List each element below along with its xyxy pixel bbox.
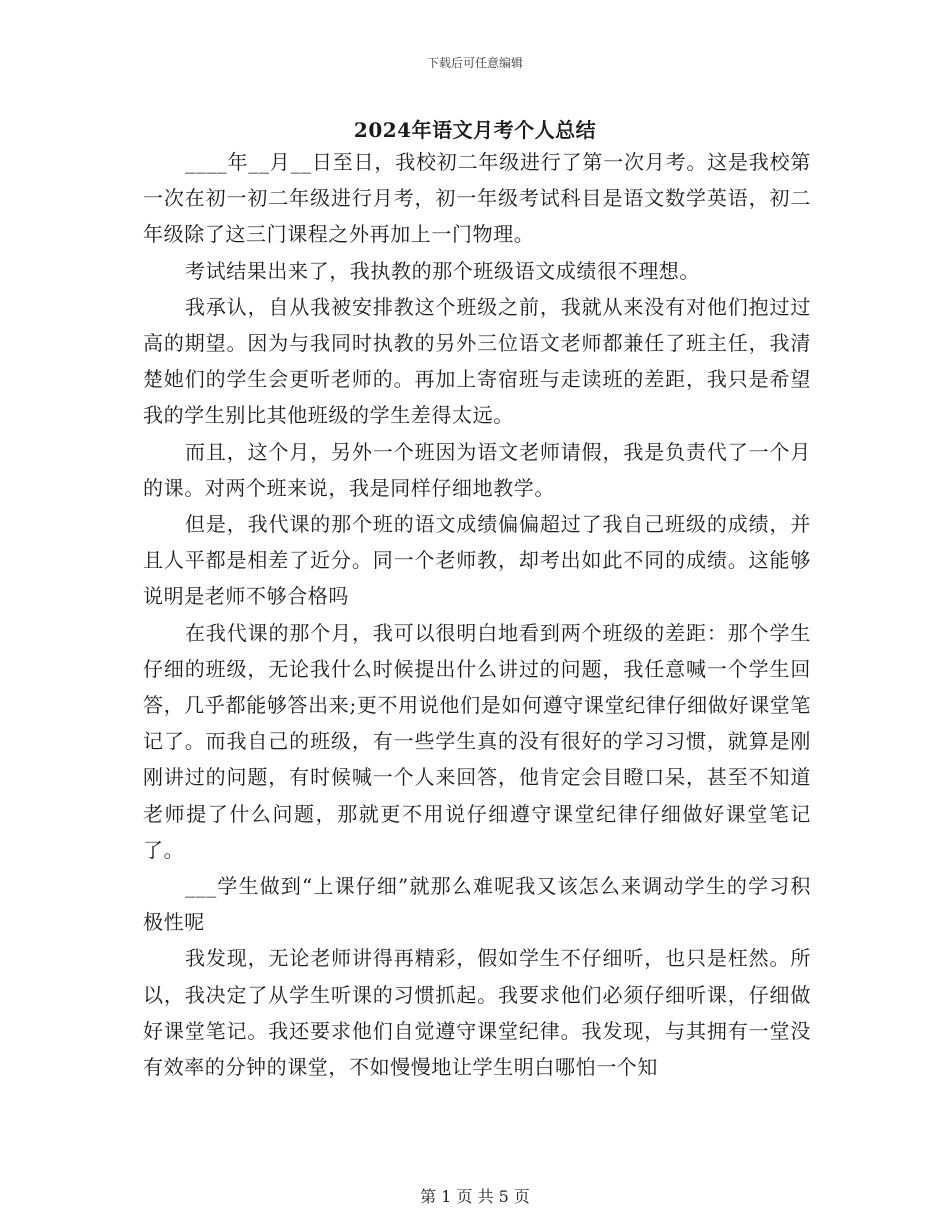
paragraph-2: 考试结果出来了，我执教的那个班级语文成绩很不理想。 [185,258,700,283]
paragraph-8: 我发现，无论老师讲得再精彩，假如学生不仔细听，也只是枉然。所以，我决定了从学生听课的习惯抓起。我要求他们必须仔细听课，仔细做好课堂笔记。我还要求他们自觉遵守课堂纪律。我发现，与其拥有一堂没有效率的分钟的课堂，不如慢慢地让学生明白哪怕一个知 [143,946,811,1080]
paragraph-6: 在我代课的那个月，我可以很明白地看到两个班级的差距：那个学生仔细的班级，无论我什么时候提出什么讲过的问题，我任意喊一个学生回答，几乎都能够答出来;更不用说他们是如何遵守课堂纪律仔细做好课堂笔记了。而我自己的班级，有一些学生真的没有很好的学习习惯，就算是刚刚讲过的问题，有时候喊一个人来回答，他肯定会目瞪口呆，甚至不知道老师提了什么问题，那就更不用说仔细遵守课堂纪律仔细做好课堂笔记了。 [143,620,811,862]
paragraph-3: 我承认，自从我被安排教这个班级之前，我就从来没有对他们抱过过高的期望。因为与我同时执教的另外三位语文老师都兼任了班主任，我清楚她们的学生会更听老师的。再加上寄宿班与走读班的差距，我只是希望我的学生别比其他班级的学生差得太远。 [143,294,811,428]
document-title: 2024年语文月考个人总结 [353,118,597,142]
paragraph-7: ___学生做到“上课仔细”就那么难呢我又该怎么来调动学生的学习积极性呢 [143,874,811,935]
document-body [143,144,811,1085]
paragraph-4: 而且，这个月，另外一个班因为语文老师请假，我是负责代了一个月的课。对两个班来说，我是同样仔细地教学。 [143,439,811,500]
page-number: 第 1 页 共 5 页 [420,1187,530,1206]
paragraph-5: 但是，我代课的那个班的语文成绩偏偏超过了我自己班级的成绩，并且人平都是相差了近分。同一个老师教，却考出如此不同的成绩。这能够说明是老师不够合格吗 [143,512,811,609]
header-note: 下载后可任意编辑 [426,56,523,70]
paragraph-1: ____年__月__日至日，我校初二年级进行了第一次月考。这是我校第一次在初一初二年级进行月考，初一年级考试科目是语文数学英语，初二年级除了这三门课程之外再加上一门物理。 [143,150,811,247]
